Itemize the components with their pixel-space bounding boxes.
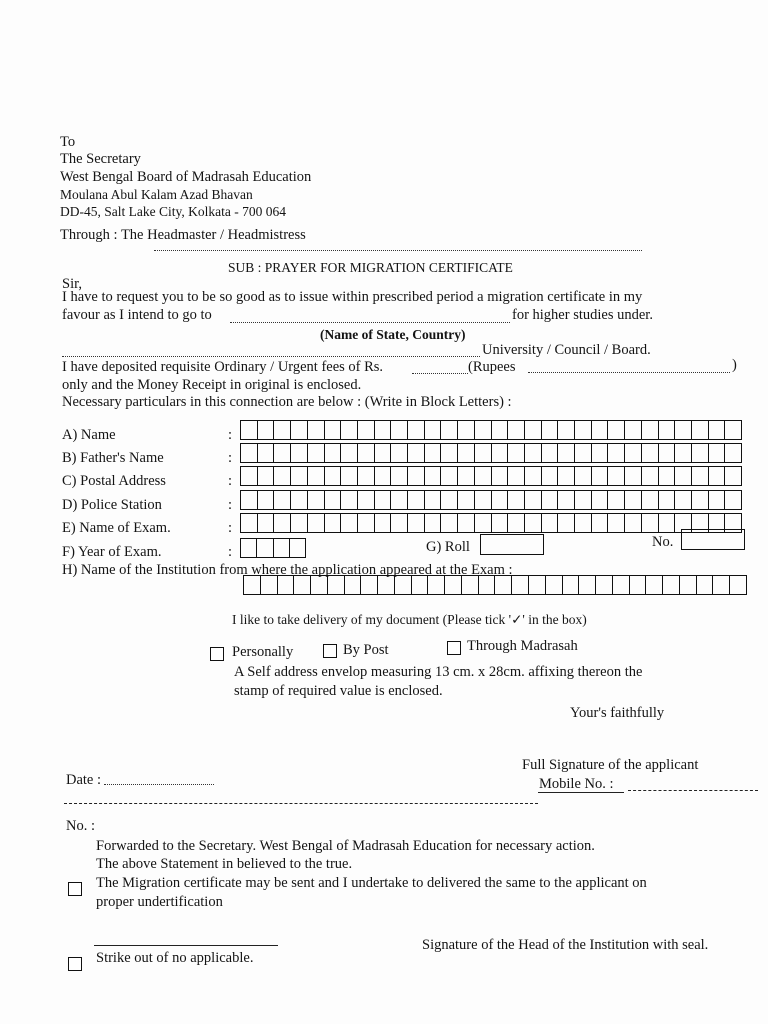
through-madrasah-label: Through Madrasah <box>467 638 578 654</box>
envelope-note-2: stamp of required value is enclosed. <box>234 683 443 699</box>
migration-note-2: proper undertification <box>96 894 223 910</box>
applicant-signature-label: Full Signature of the applicant <box>522 757 699 773</box>
cut-line <box>64 803 538 804</box>
roll-label: G) Roll <box>426 539 470 555</box>
postal-address-boxes[interactable] <box>240 466 742 486</box>
number-box[interactable] <box>681 529 745 550</box>
fees-label: I have deposited requisite Ordinary / Urgent fees of Rs. <box>62 359 384 375</box>
request-line-2-prefix: favour as I intend to go to <box>62 307 212 323</box>
strike-note: Strike out of no applicable. <box>96 950 254 966</box>
date-dotted-line[interactable] <box>104 784 214 785</box>
colon: : <box>228 427 233 443</box>
forwarded-note: Forwarded to the Secretary. West Bengal of Madrasah Education for necessary action. <box>96 838 595 854</box>
exam-year-boxes[interactable] <box>240 538 306 558</box>
field-label-postal-address: C) Postal Address <box>62 473 166 489</box>
fees-amount-dotted-line[interactable] <box>412 373 468 374</box>
address-board: West Bengal Board of Madrasah Education <box>60 169 312 185</box>
by-post-label: By Post <box>343 642 389 658</box>
address-to: To <box>60 134 76 150</box>
field-label-name: A) Name <box>62 427 116 443</box>
colon: : <box>228 473 233 489</box>
request-line-1: I have to request you to be so good as to issue within prescribed period a migration certificate in my <box>62 289 643 305</box>
colon: : <box>228 497 233 513</box>
yours-faithfully: Your's faithfully <box>570 705 665 721</box>
colon: : <box>228 520 233 536</box>
field-label-exam-year: F) Year of Exam. <box>62 544 162 560</box>
statement-note: The above Statement in believed to the true. <box>96 856 353 872</box>
institution-boxes[interactable] <box>243 575 747 595</box>
address-building: Moulana Abul Kalam Azad Bhavan <box>60 187 253 202</box>
receipt-line: only and the Money Receipt in original is enclosed. <box>62 377 362 393</box>
number-label: No. <box>652 534 674 550</box>
address-secretary: The Secretary <box>60 151 141 167</box>
personally-label: Personally <box>232 644 294 660</box>
strike-checkbox[interactable] <box>68 957 82 971</box>
envelope-note-1: A Self address envelop measuring 13 cm. x 28cm. affixing thereon the <box>234 664 643 680</box>
field-label-exam-name: E) Name of Exam. <box>62 520 171 536</box>
rupees-label: (Rupees <box>468 359 516 375</box>
personally-checkbox[interactable] <box>210 647 224 661</box>
state-country-caption: (Name of State, Country) <box>320 327 466 342</box>
through-madrasah-checkbox[interactable] <box>447 641 461 655</box>
salutation: Sir, <box>62 276 82 292</box>
father-name-boxes[interactable] <box>240 443 742 463</box>
university-dotted-line[interactable] <box>62 356 480 357</box>
field-label-father-name: B) Father's Name <box>62 450 164 466</box>
strike-line <box>94 945 278 946</box>
rupees-dotted-line[interactable] <box>528 372 730 373</box>
mobile-underline <box>538 792 624 793</box>
name-boxes[interactable] <box>240 420 742 440</box>
university-label: University / Council / Board. <box>482 342 651 358</box>
destination-dotted-line[interactable] <box>230 322 510 323</box>
colon: : <box>228 544 233 560</box>
through-dotted-line <box>154 250 642 251</box>
delivery-prompt: I like to take delivery of my document (Please tick '✓' in the box) <box>232 612 587 627</box>
head-signature-label: Signature of the Head of the Institution with seal. <box>422 937 709 953</box>
mobile-label: Mobile No. : <box>539 776 614 792</box>
colon: : <box>228 450 233 466</box>
migration-note-1: The Migration certificate may be sent and I undertake to delivered the same to the applicant on <box>96 875 647 891</box>
by-post-checkbox[interactable] <box>323 644 337 658</box>
office-number-label: No. : <box>66 818 95 834</box>
exam-name-boxes[interactable] <box>240 513 742 533</box>
police-station-boxes[interactable] <box>240 490 742 510</box>
request-line-2-suffix: for higher studies under. <box>512 307 653 323</box>
particulars-line: Necessary particulars in this connection are below : (Write in Block Letters) : <box>62 394 512 410</box>
mobile-dashed-line[interactable] <box>628 790 758 791</box>
rupees-close: ) <box>732 357 737 373</box>
roll-box[interactable] <box>480 534 544 555</box>
field-label-institution: H) Name of the Institution from where the application appeared at the Exam : <box>62 562 513 578</box>
date-label: Date : <box>66 772 102 788</box>
address-city: DD-45, Salt Lake City, Kolkata - 700 064 <box>60 204 286 219</box>
subject-heading: SUB : PRAYER FOR MIGRATION CERTIFICATE <box>228 260 513 275</box>
field-label-police-station: D) Police Station <box>62 497 162 513</box>
migration-checkbox[interactable] <box>68 882 82 896</box>
through-line: Through : The Headmaster / Headmistress <box>60 227 306 243</box>
